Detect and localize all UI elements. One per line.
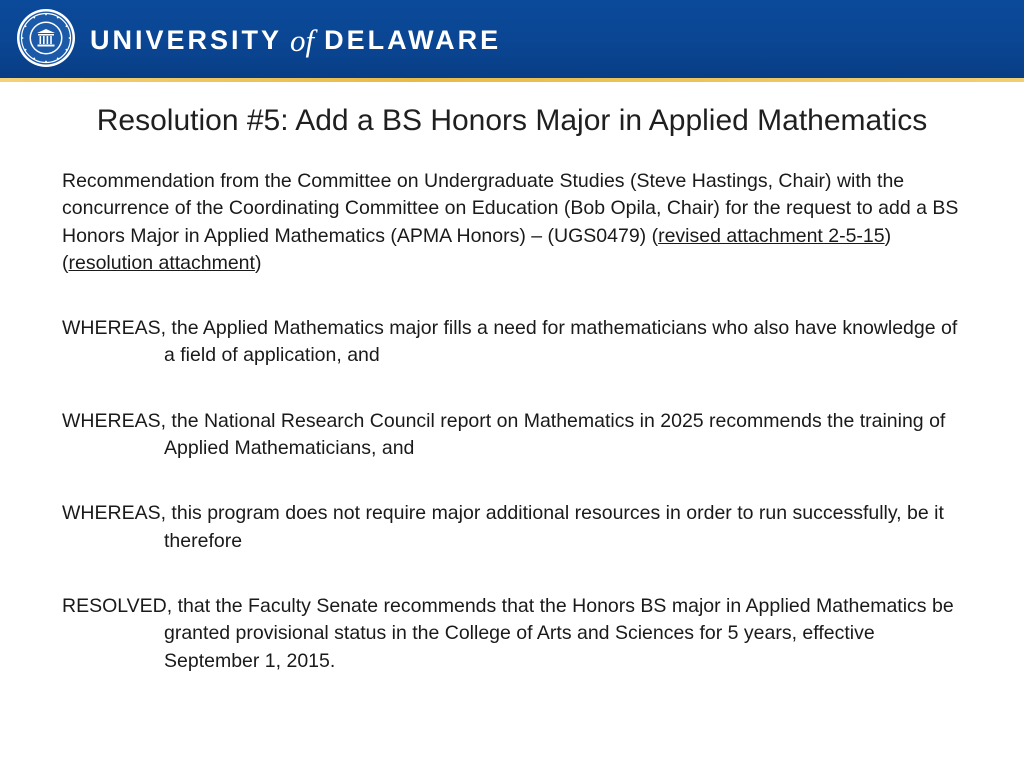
recommendation-close: ) (254, 251, 262, 274)
header-banner (0, 0, 1024, 78)
header-accent-stripe (0, 78, 1024, 82)
whereas-clause-2: WHEREAS, the National Research Council report on Mathematics in 2025 recommends the training of Applied Mathematicians, and (62, 409, 946, 460)
slide-title: Resolution #5: Add a BS Honors Major in Applied Mathematics (96, 104, 928, 137)
whereas-clause-3: WHEREAS, this program does not require major additional resources in order to run successfully, be it therefore (62, 502, 944, 552)
wordmark-of: of (290, 23, 315, 58)
revised-attachment-link[interactable]: revised attachment 2-5-15 (658, 224, 885, 247)
whereas-clause-1: WHEREAS, the Applied Mathematics major fills a need for mathematicians who also have knowledge of a field of application, and (62, 317, 958, 367)
resolved-clause: RESOLVED, that the Faculty Senate recommends that the Honors BS major in Applied Mathematics be granted provisional status in the College of Arts and Sciences for 5 years, effective September 1, 2015. (62, 594, 954, 672)
slide-body (62, 168, 967, 675)
wordmark-delaware: DELAWARE (324, 24, 502, 55)
university-seal-icon (16, 8, 76, 68)
recommendation-text: Recommendation from the Committee on Undergraduate Studies (Steve Hastings, Chair) with the concurrence of the Coordinating Committee on Education (Bob Opila, Chair) for the request to add a BS Honors Major in Applied Mathematics (APMA Honors) – (UGS0479) ( (62, 170, 959, 247)
wordmark-university: UNIVERSITY (90, 24, 283, 55)
university-wordmark (90, 22, 501, 58)
resolution-attachment-link[interactable]: resolution attachment (68, 251, 255, 274)
recommendation-separator: ) ( (62, 224, 892, 274)
recommendation-paragraph (62, 168, 967, 277)
